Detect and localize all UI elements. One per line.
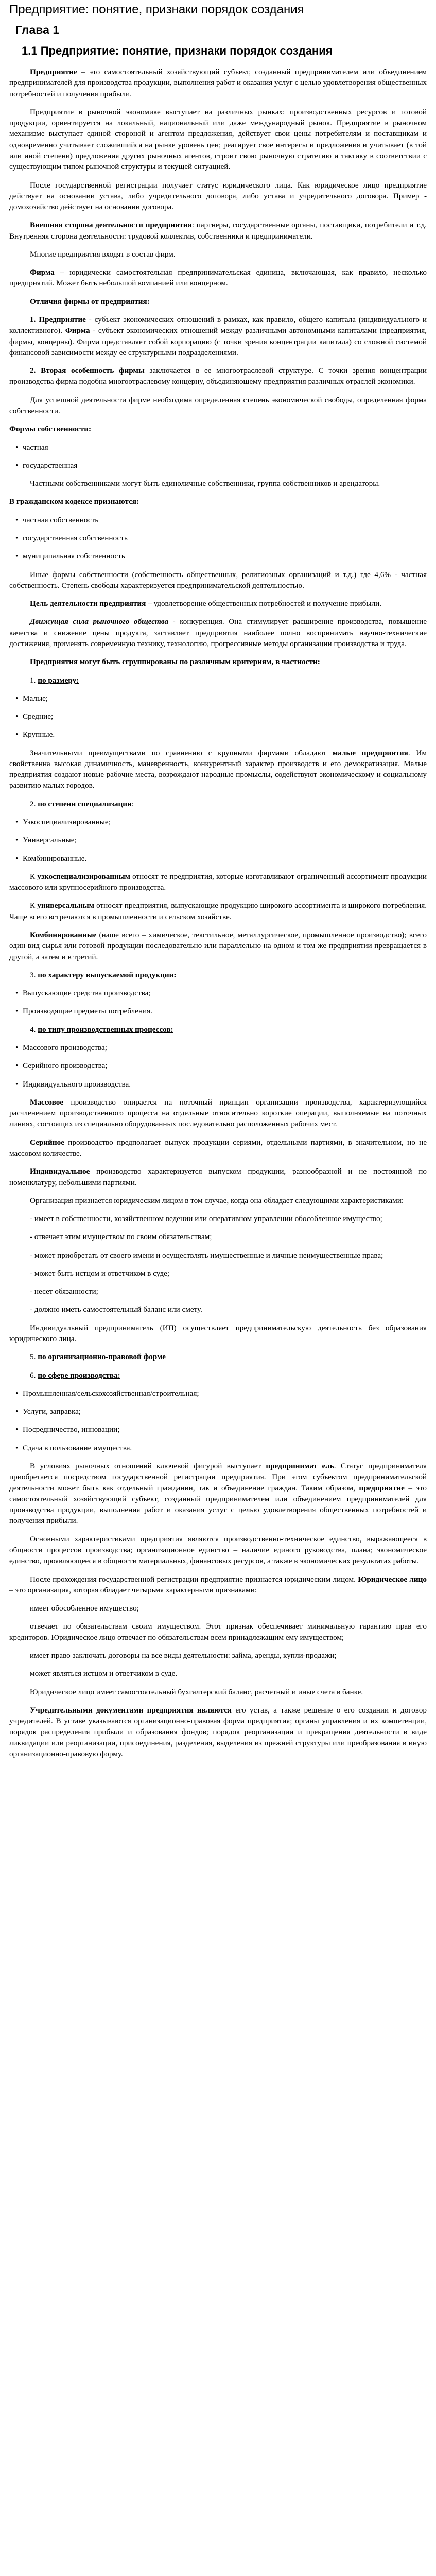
paragraph: [9, 569, 427, 591]
paragraph: [9, 1603, 427, 1614]
text-run: Юридическое лицо имеет самостоятельный бухгалтерский баланс, расчетный и иные счета в банке.: [30, 1687, 363, 1697]
emphasis-text: В гражданском кодексе признаются:: [9, 497, 139, 506]
text-run: Предприятие в рыночной экономике выступает на различных рынках: производственных ресурсов и готовой продукции, ориентируется на локальный, национальный или даже международный рынок. Предприятие в рыночном механизме выступает единой стороной и агентом предложения, действует свои цены потребителям и поставщикам и одновременно учитывает сложившийся на рынке уровень цен; реагирует свое интересы и предложения и учитывает (в той или иной степени) предложения других рыночных агентов, строит свою рыночную стратегию и тактику в соответствии с существующим типом рыночной структуры и текущей ситуацией.: [9, 107, 427, 172]
text-run: Основными характеристиками предприятия являются производственно-техническое единство, выражающееся в общности процессов производства; организационное единство – наличие единого руководства, плана; экономическое единство, проявляющееся в общности материальных, финансовых ресурсов, а также в экономических результатах работы.: [9, 1534, 427, 1566]
bullet-list: [9, 442, 427, 471]
paragraph: [9, 1351, 427, 1362]
emphasis-text: Формы собственности:: [9, 425, 92, 434]
text-run: - может быть истцом и ответчиком в суде;: [30, 1268, 170, 1278]
paragraph: [9, 1370, 427, 1381]
text-run: - конкуренция. Она стимулирует расширение производства, повышение качества и снижение цены продукта, заставляет предприятия наиболее полно воспринимать научно-технические достижения, применять современную технику, технологию, прогрессивные методы организации производства и труда.: [9, 617, 427, 648]
list-item: [15, 988, 427, 998]
paragraph: [9, 314, 427, 358]
paragraph: [9, 496, 427, 507]
paragraph: [9, 656, 427, 667]
emphasis-text: Учредительными документами предприятия являются: [30, 1705, 232, 1715]
paragraph: [9, 180, 427, 213]
emphasis-text: Цель деятельности предприятия: [30, 599, 146, 608]
text-run: Значительными преимуществами по сравнению с крупными фирмами обладают: [30, 748, 333, 757]
emphasis-text: предпринимат ель: [266, 1462, 334, 1471]
text-run: К: [30, 872, 38, 881]
paragraph: [9, 66, 427, 99]
text-run: Иные формы собственности (собственность общественных, религиозных организаций и т.д.) где 4,6% - частная собственность. Степень свободы характеризуется предпринимательской деятельностью.: [9, 570, 427, 590]
paragraph: [9, 1195, 427, 1206]
text-run: 2.: [30, 799, 38, 808]
paragraph: [9, 1574, 427, 1596]
paragraph: [9, 1534, 427, 1567]
bullet-list: [9, 515, 427, 562]
text-run: – это организация, которая обладает четырьмя характерными признаками:: [9, 1585, 257, 1595]
emphasis-text: Серийное: [30, 1138, 64, 1147]
paragraph: [9, 1250, 427, 1261]
paragraph: [9, 1213, 427, 1224]
paragraph: [9, 1231, 427, 1242]
text-run: Услуги, заправка;: [23, 1407, 81, 1416]
text-run: относят предприятия, выпускающие продукцию широкого ассортимента и широкого потребления. Чаще всего встречаются в промышленности и сельском хозяйстве.: [9, 901, 427, 921]
text-run: 1.: [30, 675, 38, 685]
list-item: [15, 1388, 427, 1399]
text-run: После государственной регистрации получает статус юридического лица. Как юридическое лицо предприятие действует на основании устава, либо учредительного договора, либо устава и учредительного договора. Пример - домохозяйство действует на основании договора.: [9, 180, 427, 212]
paragraph: [9, 1650, 427, 1661]
paragraph: [9, 1268, 427, 1279]
text-run: - должно иметь самостоятельный баланс или смету.: [30, 1305, 202, 1314]
text-run: Сдача в пользование имущества.: [23, 1443, 132, 1452]
document-body: [9, 66, 427, 1759]
paragraph: [9, 616, 427, 649]
paragraph: [9, 598, 427, 609]
paragraph: [9, 1687, 427, 1698]
list-item: [15, 835, 427, 845]
list-item: [15, 1443, 427, 1453]
paragraph: [9, 107, 427, 173]
text-run: - субъект экономических отношений между различными автономными капиталами (предприятия, фирмы, концерны). Фирма представляет собой корпорацию (с точки зрения концентрации капитала) со сложной системой финансовой зависимости между ее структурными подразделениями.: [9, 326, 427, 357]
paragraph: [9, 799, 427, 809]
list-item: [15, 551, 427, 562]
section-heading: 1.1 Предприятие: понятие, признаки порядок создания: [22, 44, 333, 58]
paragraph: [9, 219, 427, 242]
text-run: Малые;: [23, 693, 48, 703]
text-run: – это самостоятельный хозяйствующий субъект, созданный предпринимателем или объединением предпринимателей для производства продукции, выполнения работ и оказания услуг с целью удовлетворения общественных потребностей и получения прибыли.: [9, 67, 427, 98]
text-run: имеет обособленное имущество;: [30, 1604, 139, 1613]
paragraph: [9, 1024, 427, 1035]
paragraph: [9, 1286, 427, 1297]
text-run: После прохождения государственной регистрации предприятие признается юридическим лицом.: [30, 1574, 358, 1584]
text-run: – юридически самостоятельная предпринимательская единица, включающая, как правило, несколько предприятий. Может быть небольшой компанией или концерном.: [9, 268, 427, 288]
text-run: Многие предприятия входят в состав фирм.: [30, 249, 176, 259]
text-run: Частными собственниками могут быть единоличные собственники, группа собственников и арендаторы.: [30, 479, 380, 488]
text-run: Универсальные;: [23, 836, 77, 845]
text-run: 6.: [30, 1370, 38, 1380]
list-item: [15, 729, 427, 740]
emphasis-text: Движущая сила рыночного общества: [30, 617, 169, 626]
list-item: [15, 1006, 427, 1016]
paragraph: [9, 1668, 427, 1679]
text-run: производство предполагает выпуск продукции сериями, отдельными партиями, в значительном, но не массовом количестве.: [9, 1138, 427, 1158]
text-run: 4.: [30, 1025, 38, 1034]
paragraph: [9, 249, 427, 260]
emphasis-text: Предприятия могут быть сгруппированы по различным критериям, в частности:: [30, 657, 320, 667]
paragraph: [9, 929, 427, 962]
list-item: [15, 711, 427, 722]
paragraph: [9, 748, 427, 791]
text-run: производство характеризуется выпуском продукции, разнообразной и не постоянной по номенклатуру, небольшими партиями.: [9, 1167, 427, 1187]
emphasis-text: 2. Вторая особенность фирмы: [30, 366, 145, 376]
list-item: [15, 1060, 427, 1071]
list-item: [15, 515, 427, 526]
text-run: Индивидуального производства.: [23, 1079, 131, 1089]
emphasis-text: Предприятие: [30, 67, 77, 76]
text-run: Для успешной деятельности фирме необходима определенная степень экономической свободы, определенная форма собственности.: [9, 395, 427, 416]
paragraph: [9, 423, 427, 434]
list-item: [15, 1406, 427, 1417]
text-run: отвечает по обязательствам своим имуществом. Этот признак обеспечивает минимальную гарантию прав его кредиторов. Юридическое лицо отвечает по обязательствам всем принадлежащим ему имуществом;: [9, 1622, 427, 1642]
text-run: Средние;: [23, 712, 54, 721]
emphasis-text: универсальным: [37, 901, 94, 910]
emphasis-text: 1. Предприятие: [30, 315, 86, 325]
emphasis-text: по размеру:: [38, 675, 79, 685]
emphasis-text: по степени специализации: [38, 799, 132, 808]
text-run: частная: [23, 443, 48, 452]
paragraph: [9, 365, 427, 387]
paragraph: [9, 1137, 427, 1159]
text-run: – удовлетворение общественных потребностей и получение прибыли.: [146, 599, 382, 608]
paragraph: [9, 267, 427, 289]
text-run: Крупные.: [23, 730, 55, 739]
paragraph: [9, 900, 427, 922]
emphasis-text: малые предприятия: [332, 748, 408, 757]
text-run: (наше всего – химическое, текстильное, металлургическое, промышленное производство); всего один вид сырья или готовой продукции последовательно или параллельно на одном и том же предприятии превращается в другой, а затем и в третий.: [9, 930, 427, 961]
text-run: . Им свойственна высокая динамичность, маневренность, конкурентный характер производств и его демократизация. Малые предприятия создают новые рабочие места, возрождают народные промыслы, содействуют экономическому и социальному развитию малых городов.: [9, 748, 427, 790]
text-run: - субъект экономических отношений в рамках, как правило, общего капитала (индивидуального и коллективного).: [9, 315, 427, 335]
paragraph: [9, 1323, 427, 1345]
text-run: В условиях рыночных отношений ключевой фигурой выступает: [30, 1462, 266, 1471]
text-run: Узкоспециализированные;: [23, 818, 111, 827]
paragraph: [9, 1166, 427, 1188]
text-run: Индивидуальный предприниматель (ИП) осуществляет предпринимательскую деятельность без образования юридического лица.: [9, 1323, 427, 1344]
list-item: [15, 1042, 427, 1053]
text-run: государственная: [23, 461, 78, 470]
bullet-list: [9, 1388, 427, 1453]
list-item: [15, 1424, 427, 1435]
emphasis-text: по организационно-правовой форме: [38, 1352, 166, 1362]
text-run: Промышленная/сельскохозяйственная/строительная;: [23, 1388, 199, 1398]
text-run: . Статус предпринимателя приобретается посредством государственной регистрации предприятия. При этом субъектом предпринимательской деятельности может быть как отдельный гражданин, так и объединение граждан. Таким образом,: [9, 1462, 427, 1493]
list-item: [15, 1079, 427, 1090]
bullet-list: [9, 693, 427, 740]
text-run: муниципальная собственность: [23, 552, 125, 561]
text-run: относят те предприятия, которые изготавливают ограниченный ассортимент продукции массового или крупносерийного производства.: [9, 872, 427, 892]
paragraph: [9, 395, 427, 417]
paragraph: [9, 1705, 427, 1759]
bullet-list: [9, 817, 427, 864]
text-run: - отвечает этим имуществом по своим обязательствам;: [30, 1232, 212, 1242]
emphasis-text: узкоспециализированным: [37, 872, 130, 881]
text-run: 5.: [30, 1352, 38, 1362]
emphasis-text: по типу производственных процессов:: [38, 1025, 173, 1034]
text-run: может являться истцом и ответчиком в суде.: [30, 1669, 178, 1679]
text-run: :: [131, 799, 134, 808]
text-run: Посредничество, инновации;: [23, 1425, 120, 1434]
text-run: К: [30, 901, 38, 910]
paragraph: [9, 1621, 427, 1643]
text-run: заключается в ее многоотраслевой структуре. С точки зрения концентрации производства фирма подобна многоотраслевому концерну, объединяющему предприятия различных отраслей экономики.: [9, 366, 427, 386]
emphasis-text: Массовое: [30, 1097, 64, 1107]
text-run: имеет право заключать договоры на все виды деятельности: займа, аренды, купли-продажи;: [30, 1651, 337, 1660]
text-run: - имеет в собственности, хозяйственном ведении или оперативном управлении обособленное имущество;: [30, 1214, 382, 1224]
list-item: [15, 442, 427, 453]
text-run: : партнеры, государственные органы, поставщики, потребители и т.д. Внутренняя сторона деятельности: трудовой коллектив, собственники и предприниматели.: [9, 221, 427, 241]
text-run: Серийного производства;: [23, 1061, 108, 1071]
emphasis-text: Фирма: [65, 326, 90, 335]
list-item: [15, 817, 427, 827]
text-run: 3.: [30, 970, 38, 979]
emphasis-text: по сфере производства:: [38, 1370, 120, 1380]
paragraph: [9, 871, 427, 893]
paragraph: [9, 296, 427, 307]
paragraph: [9, 970, 427, 980]
text-run: Комбинированные.: [23, 854, 87, 863]
bullet-list: [9, 988, 427, 1017]
text-run: – это самостоятельный хозяйствующий субъект, созданный предпринимателем или объединением предпринимателей для производства продукции, выполнения работ и оказания услуг с целью удовлетворения общественных потребностей и получения прибыли.: [9, 1483, 427, 1526]
text-run: Производящие предметы потребления.: [23, 1007, 152, 1016]
bullet-list: [9, 1042, 427, 1090]
emphasis-text: предприятие: [359, 1483, 405, 1493]
emphasis-text: Фирма: [30, 268, 55, 277]
emphasis-text: Внешняя сторона деятельности предприятия: [30, 221, 192, 230]
text-run: - несет обязанности;: [30, 1287, 98, 1296]
text-run: Массового производства;: [23, 1043, 107, 1052]
paragraph: [9, 675, 427, 686]
text-run: производство опирается на поточный принцип организации производства, характеризующийся расчленением производственного процесса на отдельные относительно короткие операции, выполняемые на поточных линиях, состоящих из специально оборудованных последовательно расположенных рабочих мест.: [9, 1097, 427, 1129]
emphasis-text: по характеру выпускаемой продукции:: [38, 970, 177, 979]
chapter-heading: Глава 1: [15, 23, 60, 37]
paragraph: [9, 1461, 427, 1527]
emphasis-text: Отличия фирмы от предприятия:: [30, 297, 150, 306]
text-run: частная собственность: [23, 515, 99, 524]
text-run: Организация признается юридическим лицом в том случае, когда она обладает следующими характеристиками:: [30, 1196, 404, 1205]
emphasis-text: Юридическое лицо: [358, 1574, 427, 1584]
paragraph: [9, 1304, 427, 1315]
text-run: государственная собственность: [23, 533, 128, 543]
page-title: Предприятие: понятие, признаки порядок создания: [9, 3, 304, 16]
text-run: его устав, а также решение о его создании и договор учредителей. В уставе указываются организационно-правовая форма предприятия; органы управления и их компетенции, порядок распределения прибыли и образования фондов; порядок реорганизации и прекращения деятельности в виде ликвидации или реорганизации, присоединения, разделения, выделения из прежней структуры или преобразования в иную организационно-правовую форму.: [9, 1705, 427, 1758]
paragraph: [9, 478, 427, 489]
emphasis-text: Комбинированные: [30, 930, 97, 940]
list-item: [15, 693, 427, 704]
emphasis-text: Индивидуальное: [30, 1167, 90, 1176]
text-run: Выпускающие средства производства;: [23, 989, 151, 998]
list-item: [15, 460, 427, 471]
text-run: - может приобретать от своего имени и осуществлять имущественные и личные неимущественные права;: [30, 1250, 383, 1260]
list-item: [15, 853, 427, 864]
paragraph: [9, 1097, 427, 1130]
list-item: [15, 533, 427, 544]
